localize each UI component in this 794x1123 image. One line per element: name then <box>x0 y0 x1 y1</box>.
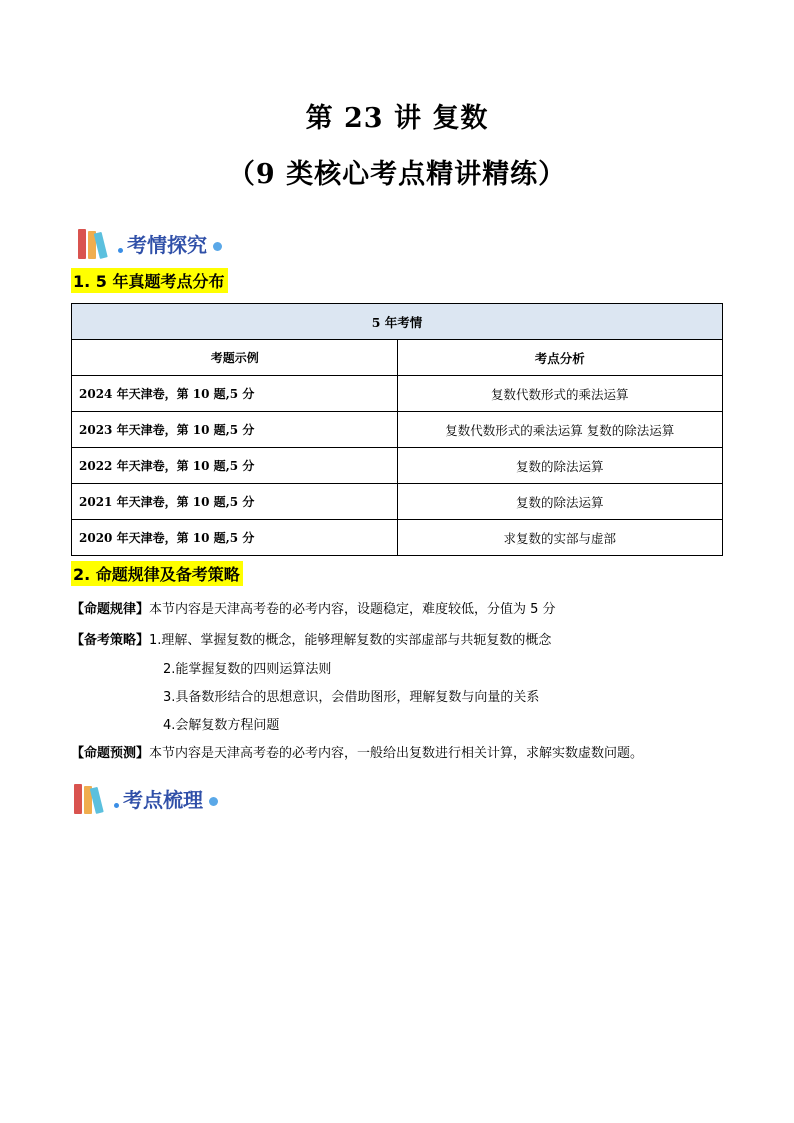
section-header-key-points <box>74 780 218 816</box>
cell-analysis: 复数的除法运算 <box>397 484 723 520</box>
subsection-heading-distribution: 1. 5 年真题考点分布 <box>71 268 228 293</box>
rule-text: 本节内容是天津高考卷的必考内容，设题稳定，难度较低，分值为 5 分 <box>149 602 556 617</box>
forecast-paragraph <box>71 742 643 761</box>
table-row <box>72 520 723 556</box>
forecast-text: 本节内容是天津高考卷的必考内容，一般给出复数进行相关计算，求解实数虚数问题。 <box>149 746 644 761</box>
rule-tag: 【命题规律】 <box>71 602 150 617</box>
page-title: 第 23 讲 复数 <box>305 103 489 134</box>
dot-icon <box>114 803 119 808</box>
exam-table <box>71 303 723 556</box>
strategy-item: 1.理解、掌握复数的概念，能够理解复数的实部虚部与共轭复数的概念 <box>149 633 552 648</box>
cell-exam: 2023 年天津卷，第 10 题,5 分 <box>72 412 398 448</box>
page-subtitle: （9 类核心考点精讲精练） <box>227 159 567 190</box>
cell-analysis: 复数代数形式的乘法运算 复数的除法运算 <box>397 412 723 448</box>
cell-exam: 2024 年天津卷，第 10 题,5 分 <box>72 376 398 412</box>
circle-icon <box>209 797 218 806</box>
cell-analysis: 复数的除法运算 <box>397 448 723 484</box>
table-row <box>72 448 723 484</box>
forecast-tag: 【命题预测】 <box>71 746 150 761</box>
table-row <box>72 376 723 412</box>
rule-paragraph <box>71 598 556 617</box>
subsection-heading-strategy: 2. 命题规律及备考策略 <box>71 561 243 586</box>
strategy-tag: 【备考策略】 <box>71 633 150 648</box>
books-icon <box>78 227 110 259</box>
table-header-analysis: 考点分析 <box>397 340 723 376</box>
cell-exam: 2022 年天津卷，第 10 题,5 分 <box>72 448 398 484</box>
section-header-exam-situation <box>78 225 222 261</box>
circle-icon <box>213 242 222 251</box>
cell-analysis: 复数代数形式的乘法运算 <box>397 376 723 412</box>
table-header-exam: 考题示例 <box>72 340 398 376</box>
section-label: 考情探究 <box>127 232 207 257</box>
cell-exam: 2020 年天津卷，第 10 题,5 分 <box>72 520 398 556</box>
table-row <box>72 484 723 520</box>
table-row <box>72 412 723 448</box>
cell-exam: 2021 年天津卷，第 10 题,5 分 <box>72 484 398 520</box>
table-caption: 5 年考情 <box>72 304 723 340</box>
cell-analysis: 求复数的实部与虚部 <box>397 520 723 556</box>
dot-icon <box>118 248 123 253</box>
strategy-paragraph <box>71 629 551 648</box>
section-label: 考点梳理 <box>123 787 203 812</box>
strategy-item: 3.具备数形结合的思想意识，会借助图形，理解复数与向量的关系 <box>163 690 540 705</box>
strategy-item: 4.会解复数方程问题 <box>163 718 280 733</box>
books-icon <box>74 782 106 814</box>
strategy-item: 2.能掌握复数的四则运算法则 <box>163 662 332 677</box>
